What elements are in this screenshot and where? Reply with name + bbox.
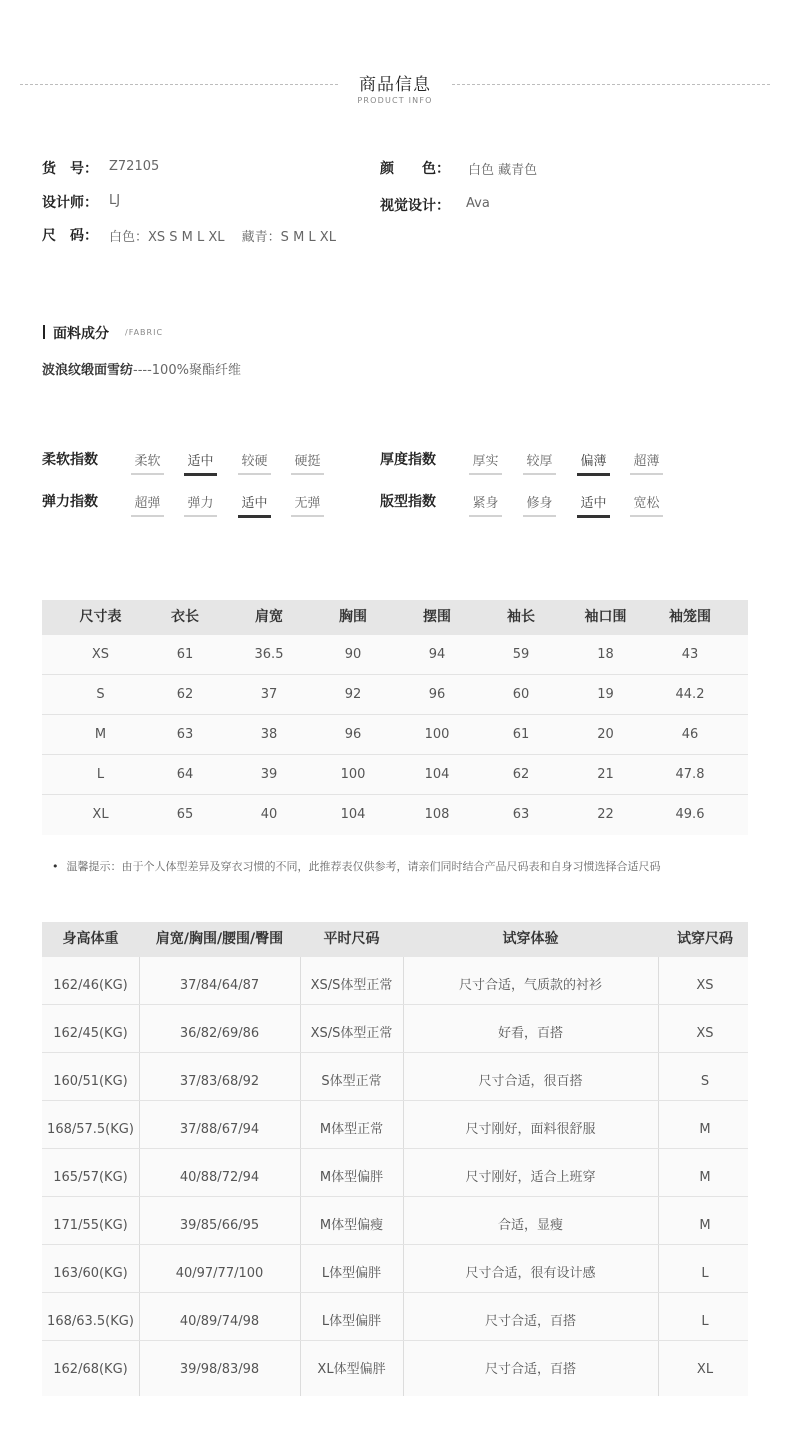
size-table-cell: 63 (512, 807, 530, 822)
try-table-body (42, 957, 748, 1396)
try-table-header (42, 922, 748, 957)
size-table-cell: 43 (681, 647, 699, 662)
index-option: 修身 (523, 492, 556, 517)
size-table-row (42, 715, 748, 755)
fabric-name: 波浪纹缎面雪纺 (42, 363, 134, 378)
try-on-table (42, 922, 748, 1396)
try-table-row (42, 1245, 748, 1293)
color-value: 白色 藏青色 (468, 163, 538, 178)
size-table-cell: 94 (428, 647, 446, 662)
size-table-cell: 100 (340, 767, 366, 782)
try-table-cell: 37/83/68/92 (179, 1074, 260, 1089)
size-table-cell: 61 (176, 647, 194, 662)
index-option: 硬挺 (291, 450, 324, 475)
size-table-cell: 61 (512, 727, 530, 742)
size-table-cell: 104 (424, 767, 450, 782)
size-tip (52, 858, 661, 874)
fabric-composition (42, 359, 241, 378)
size-table-cell: 18 (597, 647, 614, 662)
size-table-cell: 62 (176, 687, 194, 702)
try-table-cell: XS/S体型正常 (310, 978, 393, 993)
size-table-cell: S (96, 687, 105, 702)
index-name: 厚度指数 (380, 452, 436, 468)
try-table-cell: 好看，百搭 (497, 1026, 563, 1041)
try-table-cell: 39/85/66/95 (179, 1218, 260, 1233)
size-table-cell: 39 (260, 767, 278, 782)
index-softness (42, 449, 342, 479)
tip-text: 温馨提示：由于个人体型差异及穿衣习惯的不同，此推荐表仅供参考，请亲们同时结合产品尺码表和自身习惯选择合适尺码 (66, 860, 661, 873)
index-option-selected: 适中 (238, 492, 271, 518)
fabric-percent: ----100%聚酯纤维 (133, 363, 241, 378)
index-option-selected: 适中 (577, 492, 610, 518)
try-table-cell: 162/45(KG) (53, 1026, 128, 1041)
size-header-cell: 肩宽 (255, 609, 283, 625)
bullet-icon: • (52, 860, 59, 873)
try-table-cell: 尺寸合适，百搭 (484, 1362, 576, 1377)
try-table-cell: L (701, 1266, 709, 1281)
size-table-cell: 63 (176, 727, 194, 742)
try-table-cell: XL体型偏胖 (317, 1362, 386, 1377)
size-table-row (42, 635, 748, 675)
visual-value: Ava (466, 196, 490, 211)
size-table-cell: 65 (176, 807, 194, 822)
try-table-cell: 尺寸合适，很百搭 (478, 1074, 583, 1089)
size-label: 尺 码： (42, 228, 98, 244)
fabric-marker (43, 325, 45, 339)
size-table-cell: XL (92, 807, 109, 822)
size-table-cell: XS (91, 647, 110, 662)
section-title: 商品信息 (359, 75, 431, 95)
size-header-cell: 胸围 (339, 609, 367, 625)
try-table-cell: 39/98/83/98 (179, 1362, 260, 1377)
index-name: 弹力指数 (42, 494, 98, 510)
size-header-cell: 袖口围 (584, 609, 627, 625)
try-table-cell: S (700, 1074, 710, 1089)
try-table-cell: M体型偏瘦 (319, 1218, 384, 1233)
size-table-cell: 49.6 (675, 807, 705, 822)
try-table-cell: 168/57.5(KG) (47, 1122, 134, 1137)
size-table-cell: 22 (597, 807, 614, 822)
size-table-cell: 104 (340, 807, 366, 822)
try-table-row (42, 957, 748, 1005)
index-thickness (380, 449, 680, 479)
try-table-cell: 40/97/77/100 (175, 1266, 264, 1281)
size-table-cell: 40 (260, 807, 278, 822)
try-table-cell: 尺寸合适，很有设计感 (465, 1266, 596, 1281)
size-table-row (42, 675, 748, 715)
index-option: 无弹 (291, 492, 324, 517)
index-option: 较硬 (238, 450, 271, 475)
size-header-cell: 袖笼围 (669, 609, 711, 625)
size-table-cell: 59 (512, 647, 530, 662)
try-table-cell: L体型偏胖 (321, 1314, 382, 1329)
size-table-cell: 90 (344, 647, 362, 662)
size-header-cell: 袖长 (507, 609, 535, 625)
size-table-cell: 108 (424, 807, 450, 822)
size-table-cell: L (96, 767, 105, 782)
index-option: 厚实 (469, 450, 502, 475)
sku-label: 货 号： (42, 161, 98, 177)
index-option: 超薄 (630, 450, 663, 475)
size-table-cell: 36.5 (254, 647, 284, 662)
index-elasticity (42, 491, 342, 521)
size-table-row (42, 795, 748, 835)
index-name: 柔软指数 (42, 452, 98, 468)
index-option-selected: 适中 (184, 450, 217, 476)
try-header-cell: 试穿体验 (502, 931, 559, 947)
try-header-cell: 肩宽/胸围/腰围/臀围 (155, 931, 284, 947)
designer-label: 设计师： (42, 195, 98, 211)
header-divider-right (452, 84, 770, 85)
try-table-cell: XL (696, 1362, 714, 1377)
size-table-cell: 100 (424, 727, 450, 742)
size-table-cell: 46 (681, 727, 699, 742)
try-table-cell: 尺寸刚好，适合上班穿 (465, 1170, 596, 1185)
size-table-cell: 21 (597, 767, 614, 782)
sku-value: Z72105 (109, 159, 160, 174)
try-table-row (42, 1197, 748, 1245)
try-table-row (42, 1149, 748, 1197)
size-table (42, 600, 748, 835)
size-table-cell: 19 (597, 687, 614, 702)
size-value: 白色：XS S M L XL 藏青：S M L XL (109, 230, 336, 245)
try-table-cell: XS (696, 1026, 714, 1041)
try-table-row (42, 1053, 748, 1101)
size-table-cell: 38 (260, 727, 278, 742)
try-header-cell: 身高体重 (62, 931, 119, 947)
try-table-cell: 171/55(KG) (53, 1218, 128, 1233)
designer-value: LJ (109, 193, 121, 208)
index-option: 宽松 (630, 492, 663, 517)
try-table-cell: XS (696, 978, 714, 993)
try-table-cell: M体型正常 (319, 1122, 384, 1137)
size-header-cell: 尺寸表 (79, 609, 122, 625)
try-table-cell: 40/88/72/94 (179, 1170, 260, 1185)
size-table-cell: 92 (344, 687, 362, 702)
index-option: 柔软 (131, 450, 164, 475)
try-table-row (42, 1341, 748, 1396)
try-table-cell: 162/46(KG) (53, 978, 128, 993)
fabric-title: 面料成分 (53, 326, 109, 342)
index-option: 弹力 (184, 492, 217, 517)
try-table-cell: 合适，显瘦 (497, 1218, 563, 1233)
try-table-cell: 165/57(KG) (53, 1170, 128, 1185)
try-table-cell: 162/68(KG) (53, 1362, 128, 1377)
size-header-cell: 摆围 (423, 609, 451, 625)
index-name: 版型指数 (380, 494, 436, 510)
size-table-cell: 96 (428, 687, 446, 702)
try-table-cell: XS/S体型正常 (310, 1026, 393, 1041)
try-table-cell: L (701, 1314, 709, 1329)
try-table-cell: 37/84/64/87 (179, 978, 260, 993)
size-table-body (42, 635, 748, 835)
size-table-cell: 37 (260, 687, 278, 702)
try-table-cell: 36/82/69/86 (179, 1026, 260, 1041)
index-option-selected: 偏薄 (577, 450, 610, 476)
header-divider-left (20, 84, 338, 85)
visual-label: 视觉设计： (380, 198, 450, 214)
try-table-cell: 尺寸刚好，面料很舒服 (465, 1122, 596, 1137)
try-table-cell: M (699, 1122, 711, 1137)
try-table-cell: M (699, 1170, 711, 1185)
size-table-cell: 20 (597, 727, 614, 742)
size-table-cell: 47.8 (675, 767, 705, 782)
try-table-cell: S体型正常 (321, 1074, 382, 1089)
size-table-header (42, 600, 748, 635)
index-option: 超弹 (131, 492, 164, 517)
size-table-cell: 60 (512, 687, 530, 702)
try-table-cell: 168/63.5(KG) (47, 1314, 134, 1329)
index-option: 紧身 (469, 492, 502, 517)
try-table-cell: M体型偏胖 (319, 1170, 384, 1185)
section-subtitle: PRODUCT INFO (357, 96, 433, 105)
fabric-subtitle: /FABRIC (125, 328, 164, 337)
size-table-cell: 96 (344, 727, 362, 742)
size-table-cell: 62 (512, 767, 530, 782)
try-table-cell: 40/89/74/98 (179, 1314, 260, 1329)
try-table-cell: 尺寸合适，百搭 (484, 1314, 576, 1329)
try-table-cell: 尺寸合适，气质款的衬衫 (458, 978, 602, 993)
try-table-cell: 163/60(KG) (53, 1266, 128, 1281)
try-table-row (42, 1293, 748, 1341)
try-table-cell: 160/51(KG) (53, 1074, 128, 1089)
try-table-cell: M (699, 1218, 711, 1233)
try-table-cell: 37/88/67/94 (179, 1122, 260, 1137)
try-table-row (42, 1005, 748, 1053)
try-table-cell: L体型偏胖 (321, 1266, 382, 1281)
color-label: 颜 色： (380, 161, 450, 177)
size-header-cell: 衣长 (171, 609, 199, 625)
index-fit (380, 491, 680, 521)
size-table-cell: 44.2 (675, 687, 705, 702)
size-table-row (42, 755, 748, 795)
try-header-cell: 试穿尺码 (677, 931, 733, 947)
try-table-row (42, 1101, 748, 1149)
index-option: 较厚 (523, 450, 556, 475)
try-header-cell: 平时尺码 (323, 931, 380, 947)
size-table-cell: 64 (176, 767, 194, 782)
size-table-cell: M (94, 727, 107, 742)
